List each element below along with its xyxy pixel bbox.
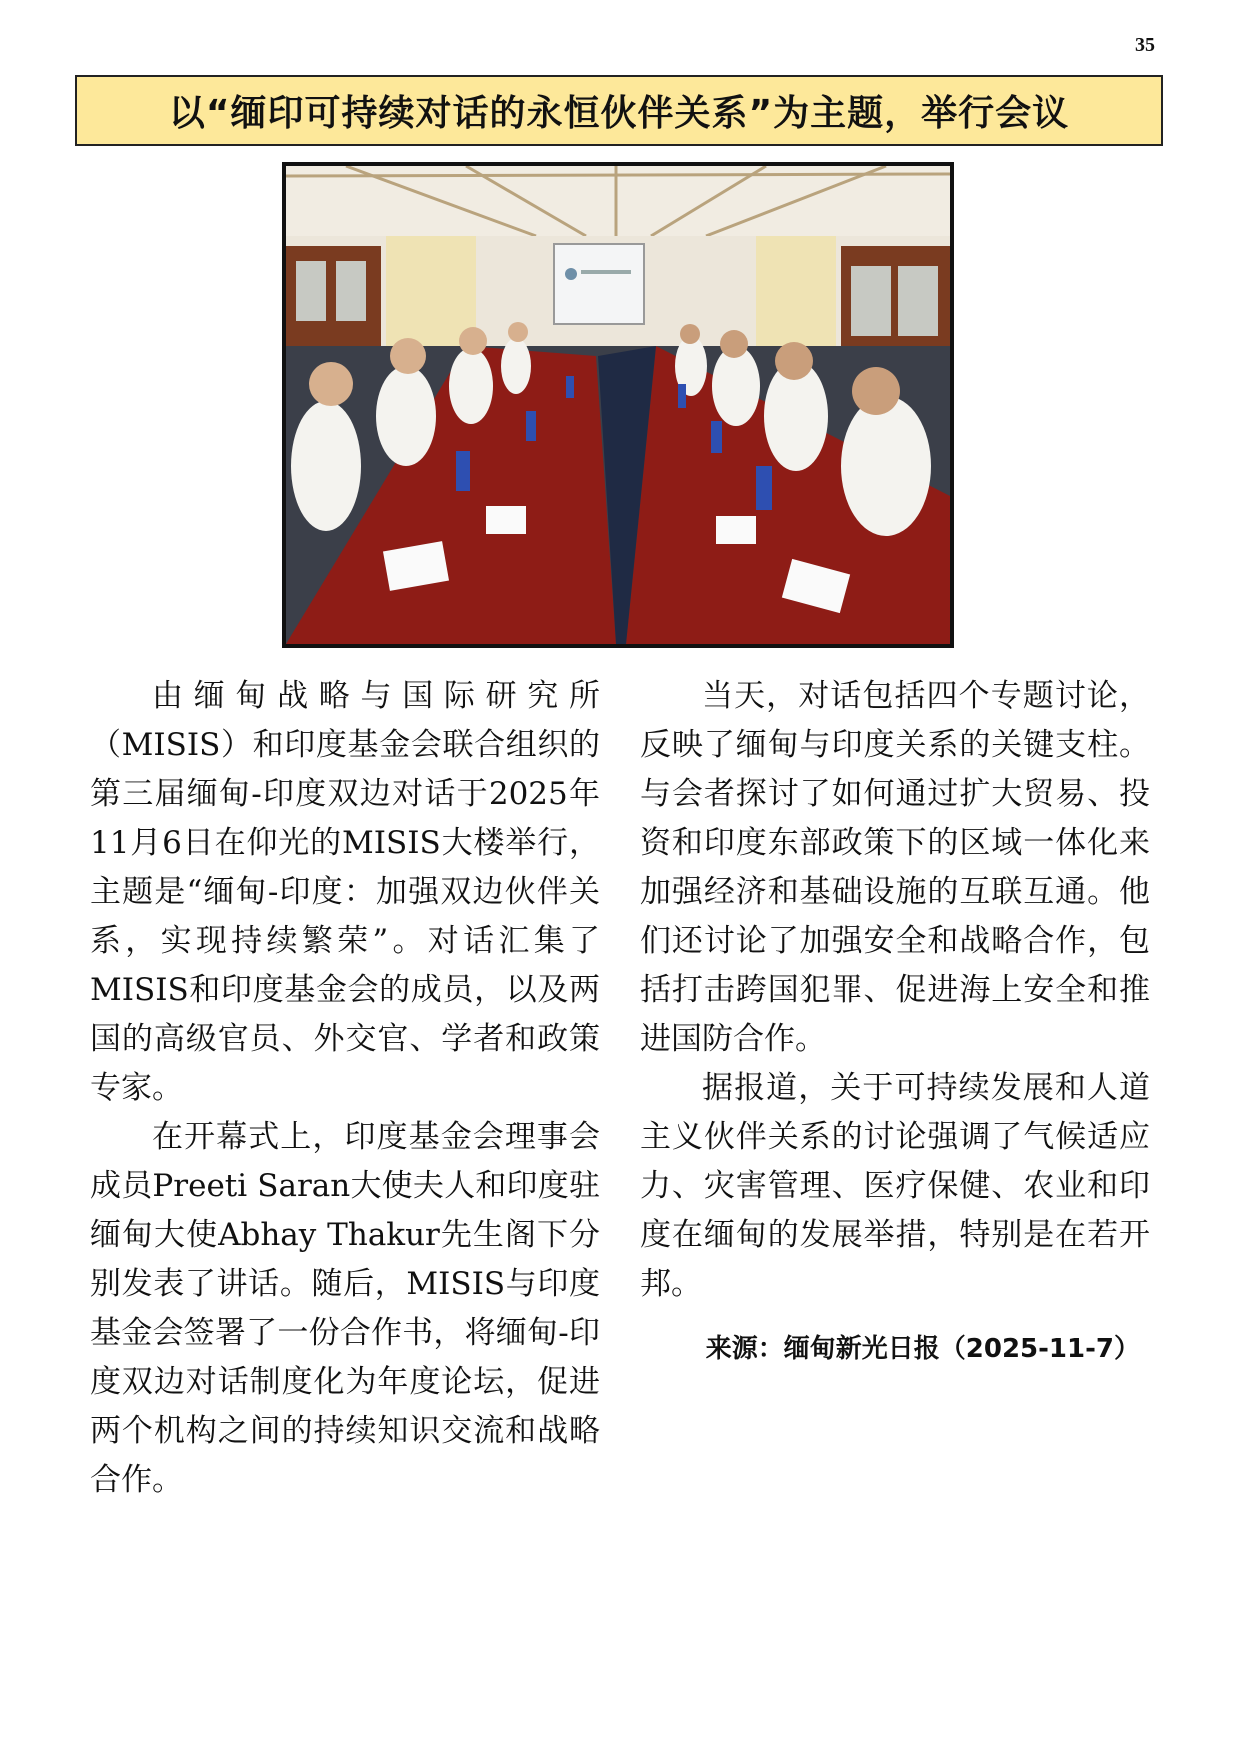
meeting-room-photo bbox=[282, 162, 954, 648]
article-column-right bbox=[640, 672, 1150, 1369]
article-paragraph: 当天，对话包括四个专题讨论，反映了缅甸与印度关系的关键支柱。与会者探讨了如何通过扩大贸易、投资和印度东部政策下的区域一体化来加强经济和基础设施的互联互通。他们还讨论了加强安全和战略合作，包括打击跨国犯罪、促进海上安全和推进国防合作。 bbox=[640, 678, 1150, 1057]
article-paragraph: 由缅甸战略与国际研究所（MISIS）和印度基金会联合组织的第三届缅甸-印度双边对话于2025年11月6日在仰光的MISIS大楼举行，主题是“缅甸-印度：加强双边伙伴关系，实现持续繁荣”。对话汇集了MISIS和印度基金会的成员，以及两国的高级官员、外交官、学者和政策专家。 bbox=[90, 678, 600, 1106]
meeting-photo-illustration bbox=[286, 166, 950, 644]
headline-banner bbox=[75, 75, 1163, 146]
article-column-left bbox=[90, 672, 600, 1505]
page-number: 35 bbox=[1135, 34, 1155, 56]
article-paragraph: 在开幕式上，印度基金会理事会成员Preeti Saran大使夫人和印度驻缅甸大使Abhay Thakur先生阁下分别发表了讲话。随后，MISIS与印度基金会签署了一份合作书，将缅甸-印度双边对话制度化为年度论坛，促进两个机构之间的持续知识交流和战略合作。 bbox=[90, 1119, 600, 1498]
source-citation: 来源：缅甸新光日报（2025-11-7） bbox=[705, 1334, 1140, 1364]
headline-title: 以“缅印可持续对话的永恒伙伴关系”为主题，举行会议 bbox=[168, 93, 1070, 134]
article-paragraph: 据报道，关于可持续发展和人道主义伙伴关系的讨论强调了气候适应力、灾害管理、医疗保健、农业和印度在缅甸的发展举措，特别是在若开邦。 bbox=[640, 1070, 1150, 1302]
